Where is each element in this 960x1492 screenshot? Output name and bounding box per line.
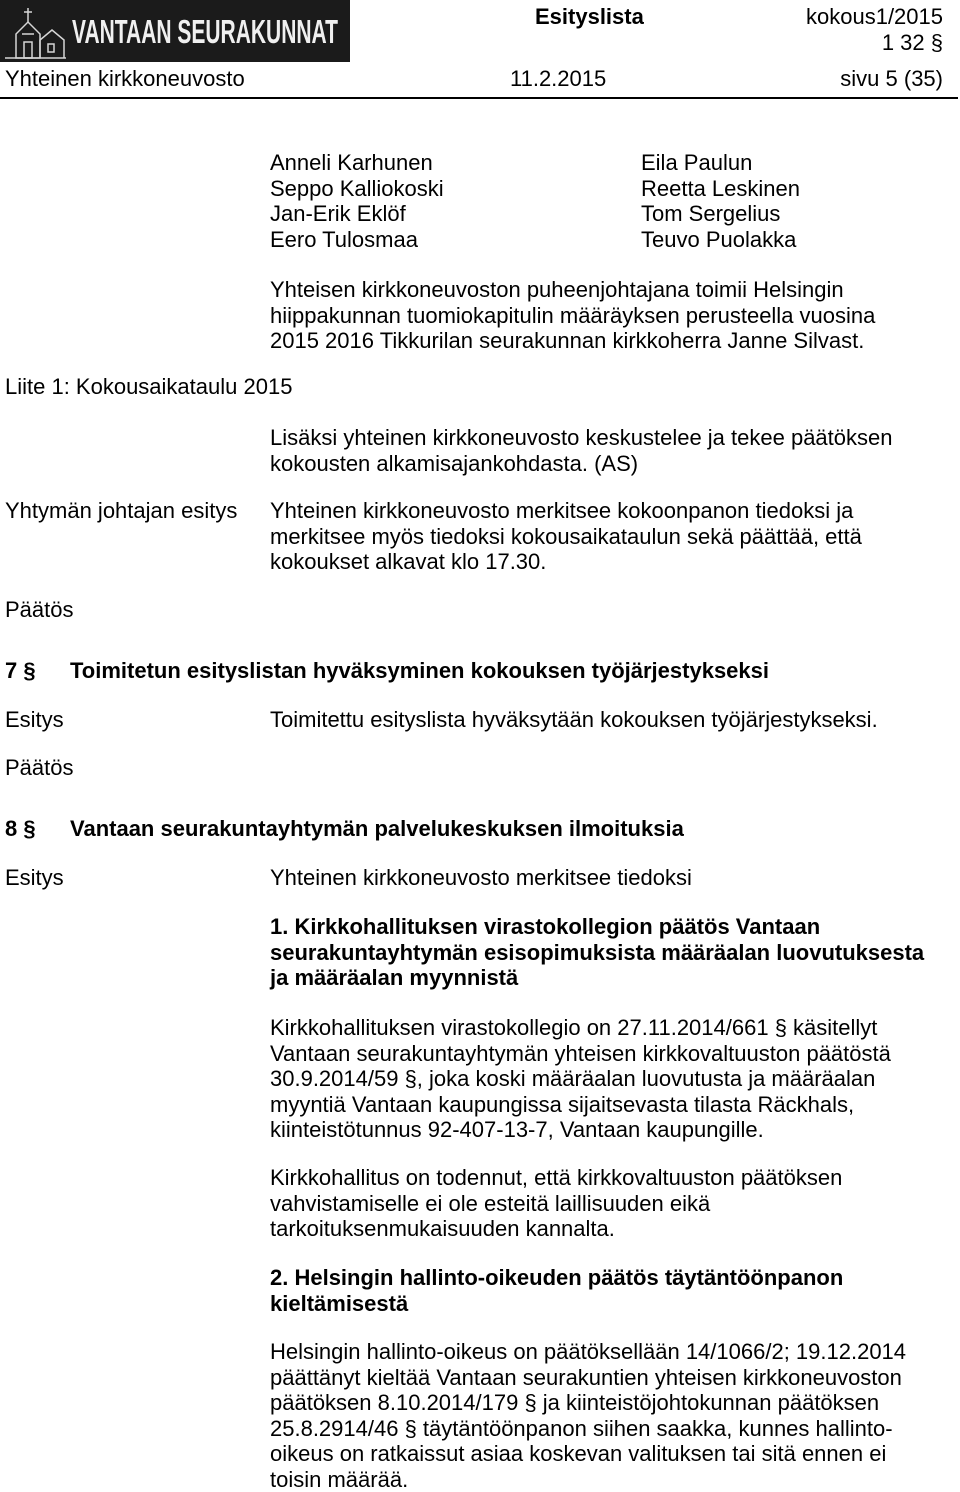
section-7-title: Toimitetun esityslistan hyväksyminen kokouksen työjärjestykseksi: [70, 658, 769, 683]
paragraph-line: 30.9.2014/59 §, joka koski määräalan luovutusta ja määräalan: [270, 1066, 876, 1092]
item-1-paragraph-1: [270, 1015, 891, 1143]
members-left-column: [270, 150, 444, 252]
paragraph-line: Lisäksi yhteinen kirkkoneuvosto keskustelee ja tekee päätöksen: [270, 425, 893, 450]
proposal-paragraph: [270, 498, 862, 575]
member-name: Tom Sergelius: [641, 201, 781, 227]
paragraph-line: toisin määrää.: [270, 1466, 409, 1492]
paragraph-line: kokoukset alkavat klo 17.30.: [270, 549, 547, 575]
paragraph-line: oikeus on ratkaissut asiaa koskevan valituksen tai sitä ennen ei: [270, 1441, 887, 1467]
section-7-proposal-label: Esitys: [5, 707, 64, 732]
member-name: Teuvo Puolakka: [641, 226, 797, 252]
paragraph-line: vahvistamiselle ei ole esteitä laillisuuden eikä: [270, 1190, 711, 1216]
section-8-proposal-text: Yhteinen kirkkoneuvosto merkitsee tiedoksi: [270, 865, 692, 890]
paragraph-line: 2015 2016 Tikkurilan seurakunnan kirkkoherra Janne Silvast.: [270, 328, 865, 354]
paragraph-line: päätöksen 8.10.2014/179 § ja kiinteistöjohtokunnan päätöksen: [270, 1390, 880, 1416]
heading-line: seurakuntayhtymän esisopimuksista määräalan luovutuksesta: [270, 939, 925, 965]
section-range: 1 32 §: [881, 30, 943, 55]
paragraph-line: hiippakunnan tuomiokapitulin määräyksen perusteella vuosina: [270, 302, 876, 328]
decision-label: Päätös: [5, 597, 74, 622]
member-name: Reetta Leskinen: [641, 175, 800, 201]
paragraph-line: kiinteistötunnus 92-407-13-7, Vantaan kaupungille.: [270, 1117, 764, 1143]
section-8-number: 8 §: [5, 816, 36, 841]
page-number: sivu 5 (35): [840, 66, 943, 91]
paragraph-line: tarkoituksenmukaisuuden kannalta.: [270, 1216, 615, 1242]
logo-text: VANTAAN SEURAKUNNAT: [72, 14, 338, 52]
member-name: Eero Tulosmaa: [270, 226, 418, 252]
header-divider: [0, 97, 958, 99]
vantaan-seurakunnat-logo: [0, 0, 350, 62]
member-name: Seppo Kalliokoski: [270, 175, 444, 201]
section-7-proposal-text: Toimitettu esityslista hyväksytään kokouksen työjärjestykseksi.: [270, 707, 878, 732]
attachment-label: Liite 1: Kokousaikataulu 2015: [5, 374, 293, 399]
heading-line: ja määräalan myynnistä: [270, 965, 519, 991]
meeting-number: kokous1/2015: [806, 4, 943, 29]
section-7-number: 7 §: [5, 658, 36, 683]
paragraph-line: 25.8.2914/46 § täytäntöönpanon siihen saakka, kunnes hallinto-: [270, 1415, 893, 1441]
heading-line: 2. Helsingin hallinto-oikeuden päätös täytäntöönpanon: [270, 1265, 844, 1290]
proposal-label: Yhtymän johtajan esitys: [5, 498, 238, 523]
paragraph-line: Kirkkohallitus on todennut, että kirkkovaltuuston päätöksen: [270, 1165, 843, 1190]
item-1-paragraph-2: [270, 1165, 843, 1242]
schedule-paragraph: [270, 425, 893, 476]
paragraph-line: päättänyt kieltää Vantaan seurakuntien yhteisen kirkkoneuvoston: [270, 1364, 902, 1390]
paragraph-line: kokousten alkamisajankohdasta. (AS): [270, 450, 639, 476]
paragraph-line: myyntiä Vantaan kaupungissa sijaitsevasta tilasta Räckhals,: [270, 1091, 855, 1117]
paragraph-line: Helsingin hallinto-oikeus on päätöksellään 14/1066/2; 19.12.2014: [270, 1339, 907, 1364]
member-name: Jan-Erik Eklöf: [270, 201, 406, 227]
section-7-decision-label: Päätös: [5, 755, 74, 780]
item-2-heading: [270, 1265, 844, 1316]
paragraph-line: Vantaan seurakuntayhtymän yhteisen kirkkovaltuuston päätöstä: [270, 1040, 891, 1066]
item-2-paragraph: [270, 1339, 907, 1492]
paragraph-line: Kirkkohallituksen virastokollegio on 27.11.2014/661 § käsitellyt: [270, 1015, 878, 1040]
section-8-title: Vantaan seurakuntayhtymän palvelukeskuksen ilmoituksia: [70, 816, 684, 841]
heading-line: 1. Kirkkohallituksen virastokollegion päätös Vantaan: [270, 914, 821, 939]
paragraph-line: Yhteinen kirkkoneuvosto merkitsee kokoonpanon tiedoksi ja: [270, 498, 854, 523]
members-right-column: [641, 150, 800, 252]
heading-line: kieltämisestä: [270, 1290, 409, 1316]
paragraph-line: merkitsee myös tiedoksi kokousaikataulun sekä päättää, että: [270, 523, 862, 549]
meeting-date: 11.2.2015: [510, 66, 607, 91]
item-1-heading: [270, 914, 925, 991]
member-name: Eila Paulun: [641, 150, 753, 175]
paragraph-line: Yhteisen kirkkoneuvoston puheenjohtajana toimii Helsingin: [270, 277, 844, 302]
document-type: Esityslista: [535, 4, 644, 29]
member-name: Anneli Karhunen: [270, 150, 433, 175]
chair-paragraph: [270, 277, 876, 354]
section-8-proposal-label: Esitys: [5, 865, 64, 890]
body-name: Yhteinen kirkkoneuvosto: [5, 66, 245, 91]
church-illustration-icon: [2, 4, 68, 60]
